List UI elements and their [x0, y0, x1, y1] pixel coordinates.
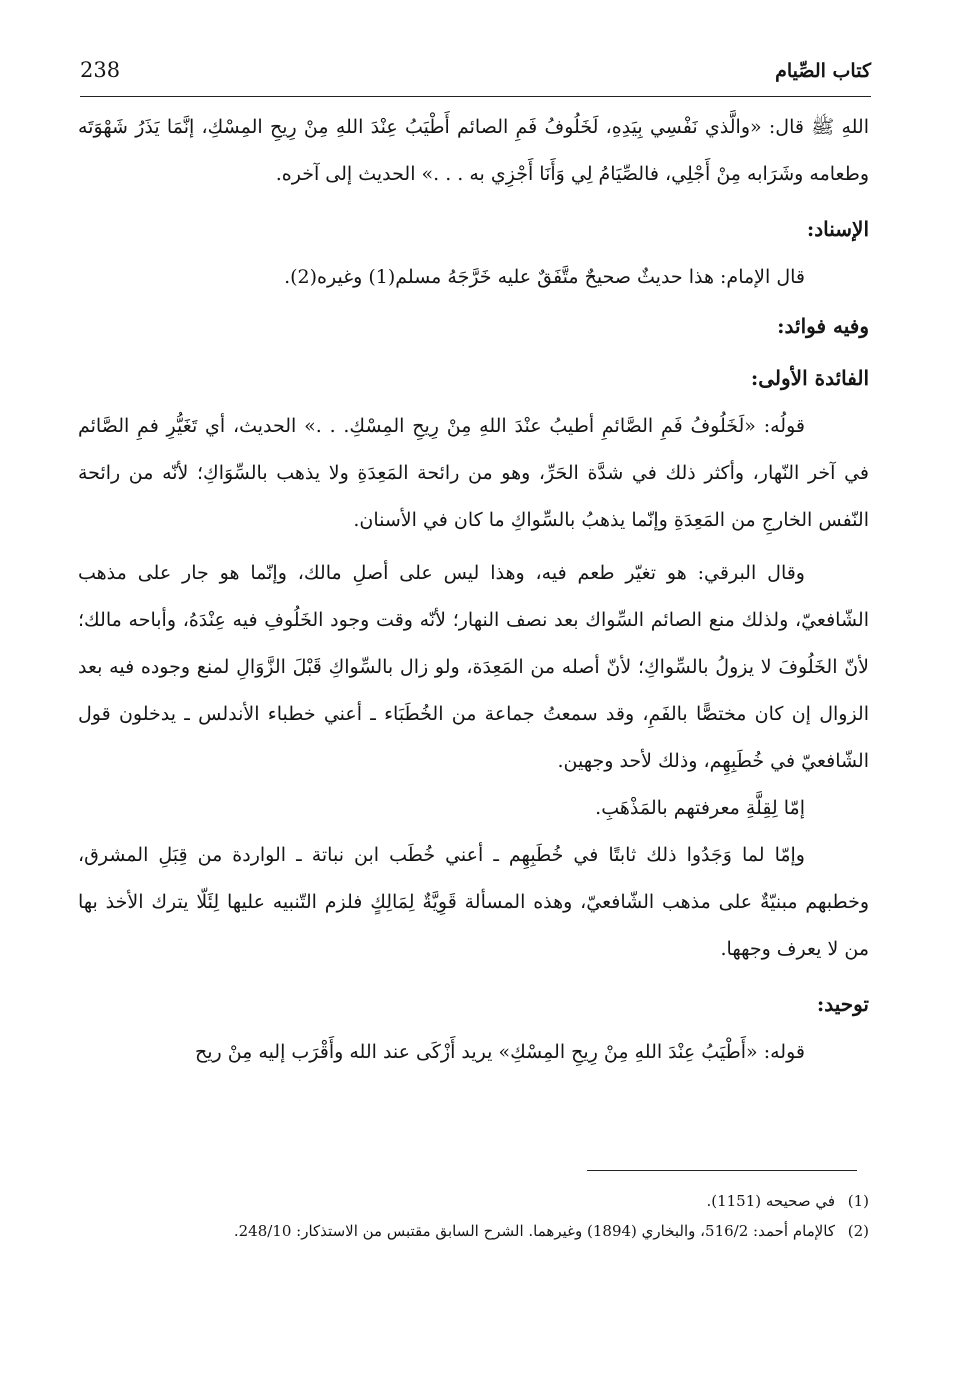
heading-benefits: وفيه فوائد: [777, 314, 869, 338]
footnote-1 [78, 1186, 869, 1216]
heading-first-benefit: الفائدة الأولى: [750, 366, 869, 390]
tawhid-paragraph: قوله: «أَطْيَبُ عِنْدَ اللهِ مِنْ رِيحِ المِسْكِ» يريد أَزْكَى عند الله وأَقْرَب إليه مِنْ ريح [194, 1041, 805, 1063]
heading-tawhid: توحيد: [816, 992, 869, 1016]
footnote-rule [587, 1170, 857, 1171]
barqi-paragraph: وقال البرقي: هو تغيّر طعم فيه، وهذا ليس على أصلِ مالك، وإنّما هو جار على مذهب الشّافعيّ، ولذلك منع الصائم السِّواك بعد نصف النهار؛ لأنّه وقت وجود الخَلُوفِ فيه عِنْدَهُ، وأباحه مالك؛ لأنّ الخَلُوفَ لا يزولُ بالسِّواكِ؛ لأنّ أصله من المَعِدَة، ولو زال بالسِّواكِ قَبْلَ الزَّوَالِ لمنع وجوده فيه بعد الزوال إن كان مختصًّا بالفَمِ، وقد سمعتُ جماعة من الخُطَبَاء ـ أعني خطباء الأندلس ـ يدخلون قول الشّافعيّ في خُطَبِهِم، وذلك لأحد وجهين. [78, 562, 869, 772]
second-reason-paragraph: وإمّا لما وَجَدُوا ذلك ثابتًا في خُطَبِهِم ـ أعني خُطَب ابن نباتة ـ الواردة من قِبَلِ المشرق، وخطبهم مبنيّةٌ على مذهب الشّافعيّ، وهذه المسألة قَوِيَّةٌ لِمَالِكٍ فلزم التّنبيه عليها لِئَلّا يترك الأخذ بها من لا يعرف وجهها. [78, 844, 869, 960]
footnote-2 [78, 1216, 869, 1246]
footnote-text: في صحيحه (1151). [706, 1192, 835, 1210]
isnad-paragraph: قال الإمام: هذا حديثٌ صحيحٌ متَّفَقٌ عليه خَرَّجَهُ مسلم(1) وغيره(2). [284, 266, 805, 288]
footnote-number: (1) [847, 1192, 869, 1210]
first-reason-paragraph: إمّا لِقِلَّةِ معرفتهم بالمَذْهَبِ. [595, 797, 805, 819]
book-title: كتاب الصِّيام [775, 60, 871, 82]
main-text [78, 104, 869, 1076]
footnote-number: (2) [847, 1222, 869, 1240]
page-number: 238 [80, 58, 121, 82]
running-head [80, 58, 871, 98]
header-rule [80, 96, 871, 97]
footnote-text: كالإمام أحمد: 516/2، والبخاري (1894) وغيرهما. الشرح السابق مقتبس من الاستذكار: 248/10. [233, 1222, 835, 1240]
hadith-continuation: اللهِ ﷺ قال: «والَّذي نَفْسِي بِيَدِهِ، لَخَلُوفُ فَمِ الصائم أَطْيَبُ عِنْدَ اللهِ مِنْ رِيحِ المِسْكِ، إنَّمَا يَذَرُ شَهْوَتَه وطعامه وشَرَابه مِنْ أَجْلِي، فالصِّيَامُ لِي وَأَنَا أَجْزِي به . . .» الحديث إلى آخره. [78, 116, 869, 185]
heading-isnad: الإسناد: [806, 217, 869, 241]
khaluf-paragraph: قولُه: «لَخَلُوفُ فَمِ الصَّائمِ أطيبُ عنْدَ اللهِ مِنْ رِيحِ المِسْكِ. . .» الحديث، أي تَغَيُّرِ فمِ الصَّائم في آخر النّهار، وأكثر ذلك في شدَّة الحَرِّ، وهو من رائحة المَعِدَةِ ولا يذهب بالسِّوَاكِ؛ لأنّه من رائحة النّفس الخارجِ من المَعِدَةِ وإنّما يذهبُ بالسِّواكِ ما كان في الأسنان. [78, 415, 869, 531]
footnotes [78, 1186, 869, 1246]
